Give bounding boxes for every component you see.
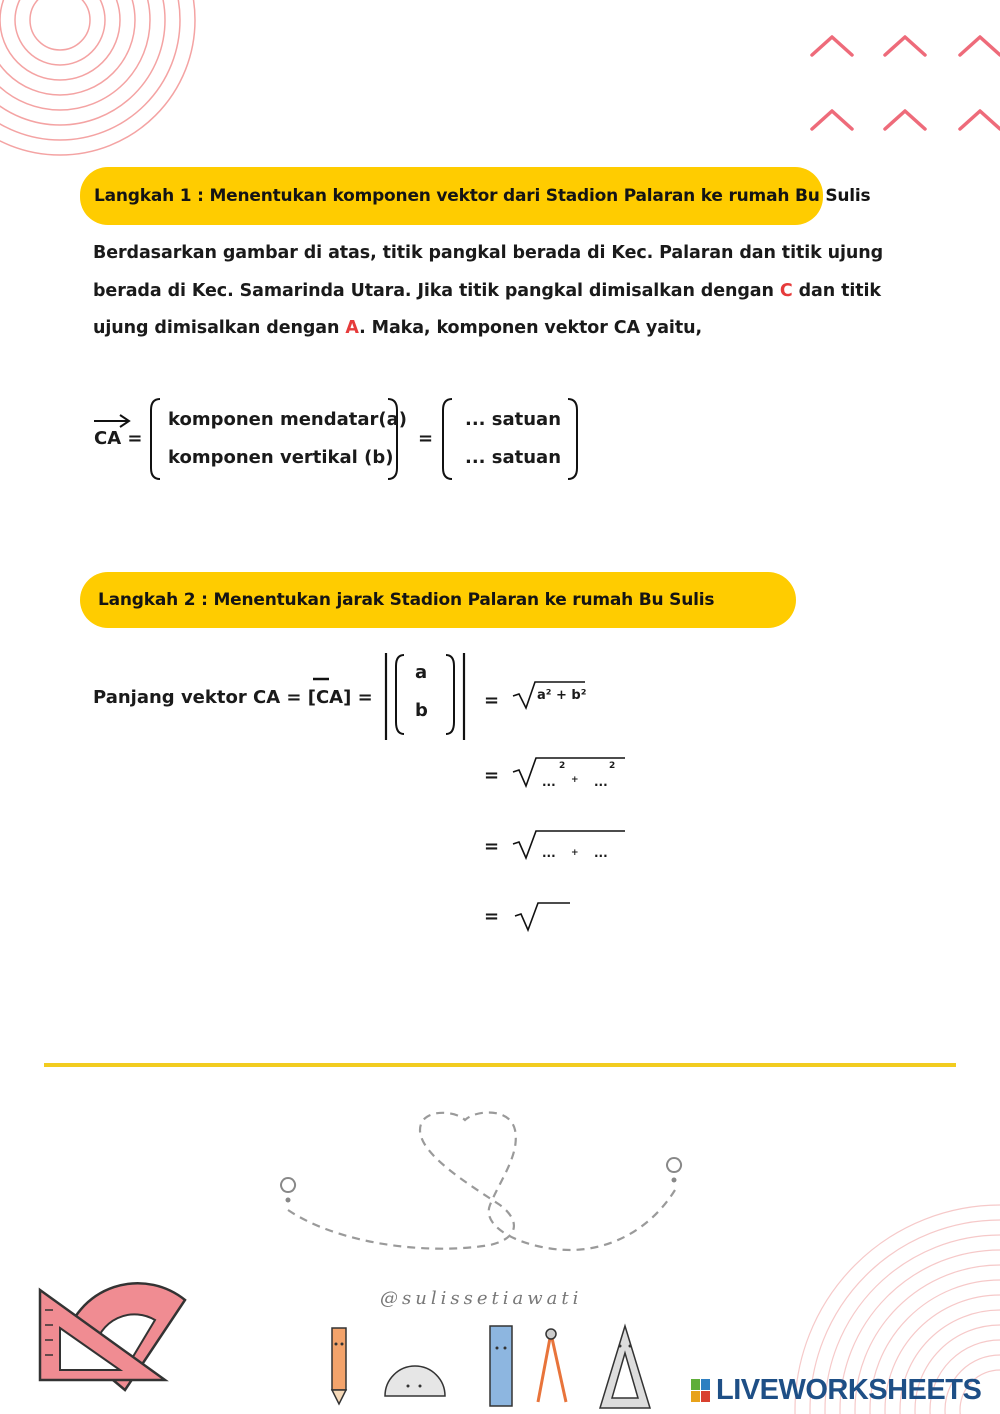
geometry-tools-icon xyxy=(25,1240,195,1410)
sqrt-sign-2 xyxy=(510,752,630,792)
matrix-a: a xyxy=(415,662,428,683)
step1-paragraph xyxy=(93,235,933,348)
brand-name[interactable]: LIVEWORKSHEETS xyxy=(716,1374,982,1406)
answer-blank-a[interactable]: ... satuan xyxy=(465,409,562,430)
stationery-characters-icon xyxy=(320,1318,670,1414)
row3-blank-1[interactable]: ... xyxy=(542,846,556,860)
row3-blank-2[interactable]: ... xyxy=(594,846,608,860)
formula-text: a² + b² xyxy=(537,688,587,703)
step1-title: Langkah 1 : Menentukan komponen vektor dari Stadion Palaran ke rumah Bu Sulis xyxy=(94,186,871,206)
row2-exp-2: 2 xyxy=(609,761,616,771)
equals-row-3: = xyxy=(484,836,500,857)
map-pin-icon-right xyxy=(667,1158,681,1182)
step2-title: Langkah 2 : Menentukan jarak Stadion Palaran ke rumah Bu Sulis xyxy=(98,590,715,610)
liveworksheets-logo-icon xyxy=(691,1379,711,1403)
corner-rings-top-left xyxy=(0,0,200,170)
equals-sign: = xyxy=(418,428,434,449)
component-vertical: komponen vertikal (b) xyxy=(168,447,394,468)
row2-blank-2[interactable]: ... xyxy=(594,775,608,789)
divider-line xyxy=(44,1063,956,1067)
vector-length-label: Panjang vektor CA = [CA] = xyxy=(93,687,373,708)
equals-row-2: = xyxy=(484,765,500,786)
component-horizontal: komponen mendatar(a) xyxy=(168,409,408,430)
para-text-3: . Maka, komponen vektor CA yaitu, xyxy=(359,318,703,338)
equals-row-1: = xyxy=(484,690,500,711)
para-text-1: Berdasarkan gambar di atas, titik pangkal berada di Kec. Palaran dan titik ujung berada di Kec. Samarinda Utara. Jika titik pangkal dimisalkan dengan xyxy=(93,243,884,301)
sqrt-sign-4[interactable] xyxy=(512,896,574,936)
para-text-2: dan titik ujung dimisalkan dengan xyxy=(93,280,881,338)
vector-ca-label: CA = xyxy=(94,428,143,449)
point-a: A xyxy=(345,318,360,338)
row2-exp-1: 2 xyxy=(559,761,566,771)
vector-arrow-icon xyxy=(90,412,135,428)
map-pin-icon-left xyxy=(281,1178,295,1202)
answer-blank-b[interactable]: ... satuan xyxy=(465,447,562,468)
sqrt-sign-3 xyxy=(510,824,630,864)
row2-blank-1[interactable]: ... xyxy=(542,775,556,789)
row3-plus: + xyxy=(571,848,579,858)
row2-plus: + xyxy=(571,775,579,785)
overline-bar xyxy=(310,675,332,685)
equals-row-4: = xyxy=(484,906,500,927)
matrix-b: b xyxy=(415,700,428,721)
author-handle: @sulissetiawati xyxy=(380,1288,583,1309)
chevron-pattern xyxy=(800,25,1000,140)
point-c: C xyxy=(779,280,793,301)
heart-path-illustration xyxy=(270,1110,690,1270)
